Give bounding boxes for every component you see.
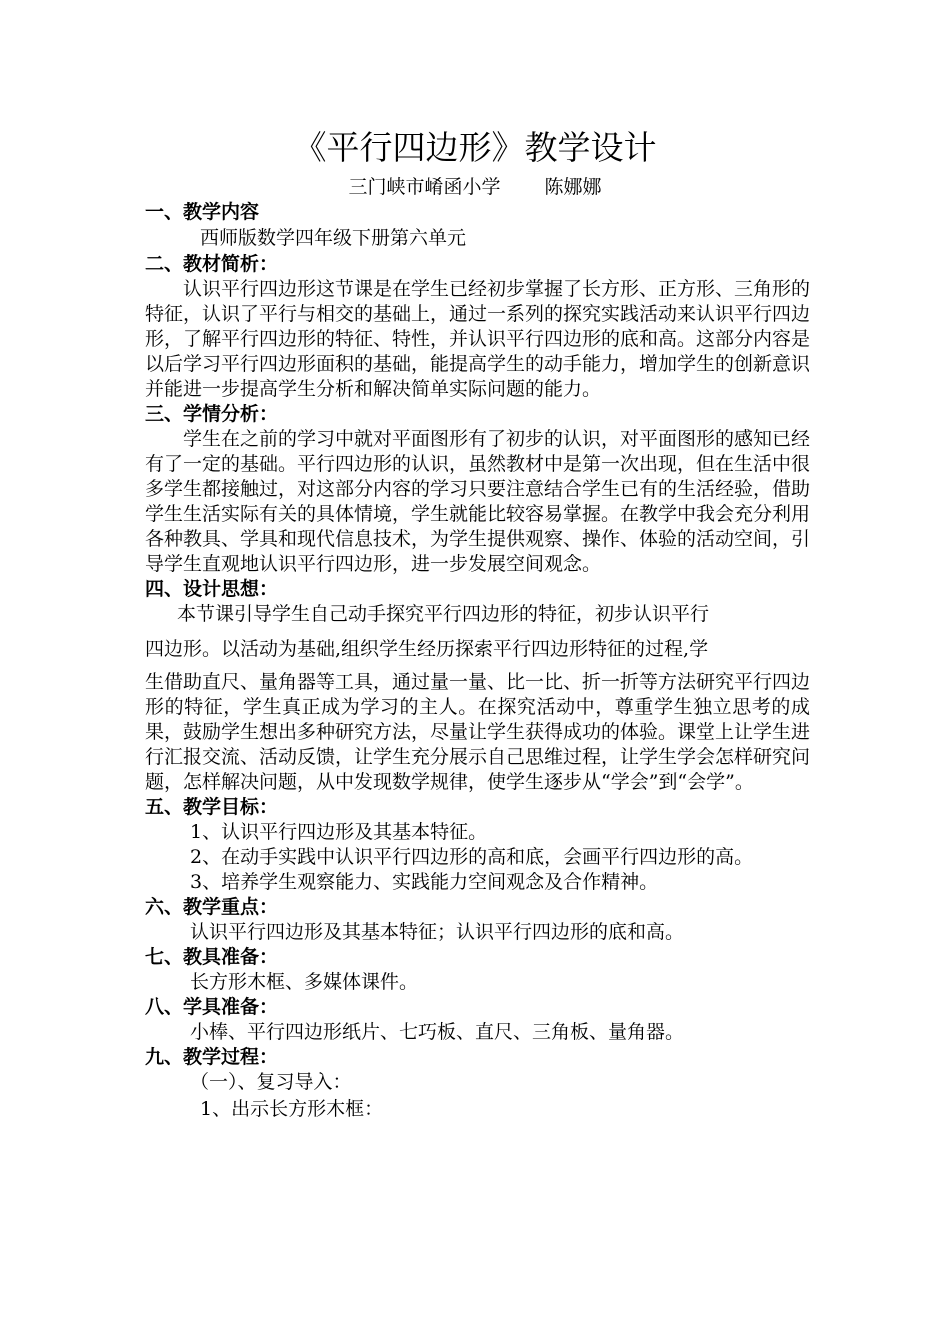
section-heading-process: 九、教学过程： (145, 1046, 279, 1068)
document-title: 《平行四边形》教学设计 (293, 128, 657, 167)
section-heading-key-points: 六、教学重点： (145, 896, 279, 918)
process-step-1-1: 1、出示长方形木框： (200, 1098, 384, 1120)
section-text-design: 生借助直尺、量角器等工具，通过量一量、比一比、折一折等方法研究平行四边形的特征，学生真正成为学习的主人。在探究活动中，尊重学生独立思考的成果，鼓励学生想出多种研究方法，尽量让学生获得成功的体验。课堂上让学生进行汇报交流、活动反馈，让学生充分展示自己思维过程，让学生学会怎样研究问题，怎样解决问题，从中发现数学规律，使学生逐步从“学会”到“会学”。 (145, 671, 811, 793)
goal-item-1: 1、认识平行四边形及其基本特征。 (190, 821, 488, 843)
section-heading-teaching-aids: 七、教具准备： (145, 946, 279, 968)
author-line (0, 175, 950, 199)
section-heading-learning-aids: 八、学具准备： (145, 996, 279, 1018)
design-line-2: 四边形。以活动为基础,组织学生经历探索平行四边形特征的过程,学 (145, 638, 709, 660)
section-heading-students: 三、学情分析： (145, 403, 279, 425)
section-text-content: 西师版数学四年级下册第六单元 (200, 227, 467, 249)
section-text-key-points: 认识平行四边形及其基本特征；认识平行四边形的底和高。 (190, 921, 685, 943)
process-step-1: （一）、复习导入： (190, 1071, 352, 1093)
section-text-learning-aids: 小棒、平行四边形纸片、七巧板、直尺、三角板、量角器。 (190, 1021, 685, 1043)
section-heading-goals: 五、教学目标： (145, 796, 279, 818)
document-body (145, 200, 810, 1123)
section-heading-design: 四、设计思想： (145, 578, 279, 600)
author-name: 陈娜娜 (544, 176, 602, 198)
section-heading-material: 二、教材简析： (145, 253, 279, 275)
goal-item-2: 2、在动手实践中认识平行四边形的高和底，会画平行四边形的高。 (190, 846, 754, 868)
section-text-students: 学生在之前的学习中就对平面图形有了初步的认识，对平面图形的感知已经有了一定的基础。平行四边形的认识，虽然教材中是第一次出现，但在生活中很多学生都接触过，对这部分内容的学习只要注意结合学生已有的生活经验，借助学生生活实际有关的具体情境，学生就能比较容易掌握。在教学中我会充分利用各种教具、学具和现代信息技术，为学生提供观察、操作、体验的活动空间，引导学生直观地认识平行四边形，进一步发展空间观念。 (145, 428, 811, 575)
design-line-1: 本节课引导学生自己动手探究平行四边形的特征，初步认识平行 (177, 603, 710, 625)
section-heading-content: 一、教学内容 (145, 201, 260, 223)
author-school: 三门峡市崤函小学 (348, 176, 501, 198)
section-text-teaching-aids: 长方形木框、多媒体课件。 (190, 971, 419, 993)
goal-item-3: 3、培养学生观察能力、实践能力空间观念及合作精神。 (190, 871, 659, 893)
section-text-material: 认识平行四边形这节课是在学生已经初步掌握了长方形、正方形、三角形的特征，认识了平行与相交的基础上，通过一系列的探究实践活动来认识平行四边形，了解平行四边形的特征、特性，并认识平行四边形的底和高。这部分内容是以后学习平行四边形面积的基础，能提高学生的动手能力，增加学生的创新意识并能进一步提高学生分析和解决简单实际问题的能力。 (145, 278, 811, 400)
